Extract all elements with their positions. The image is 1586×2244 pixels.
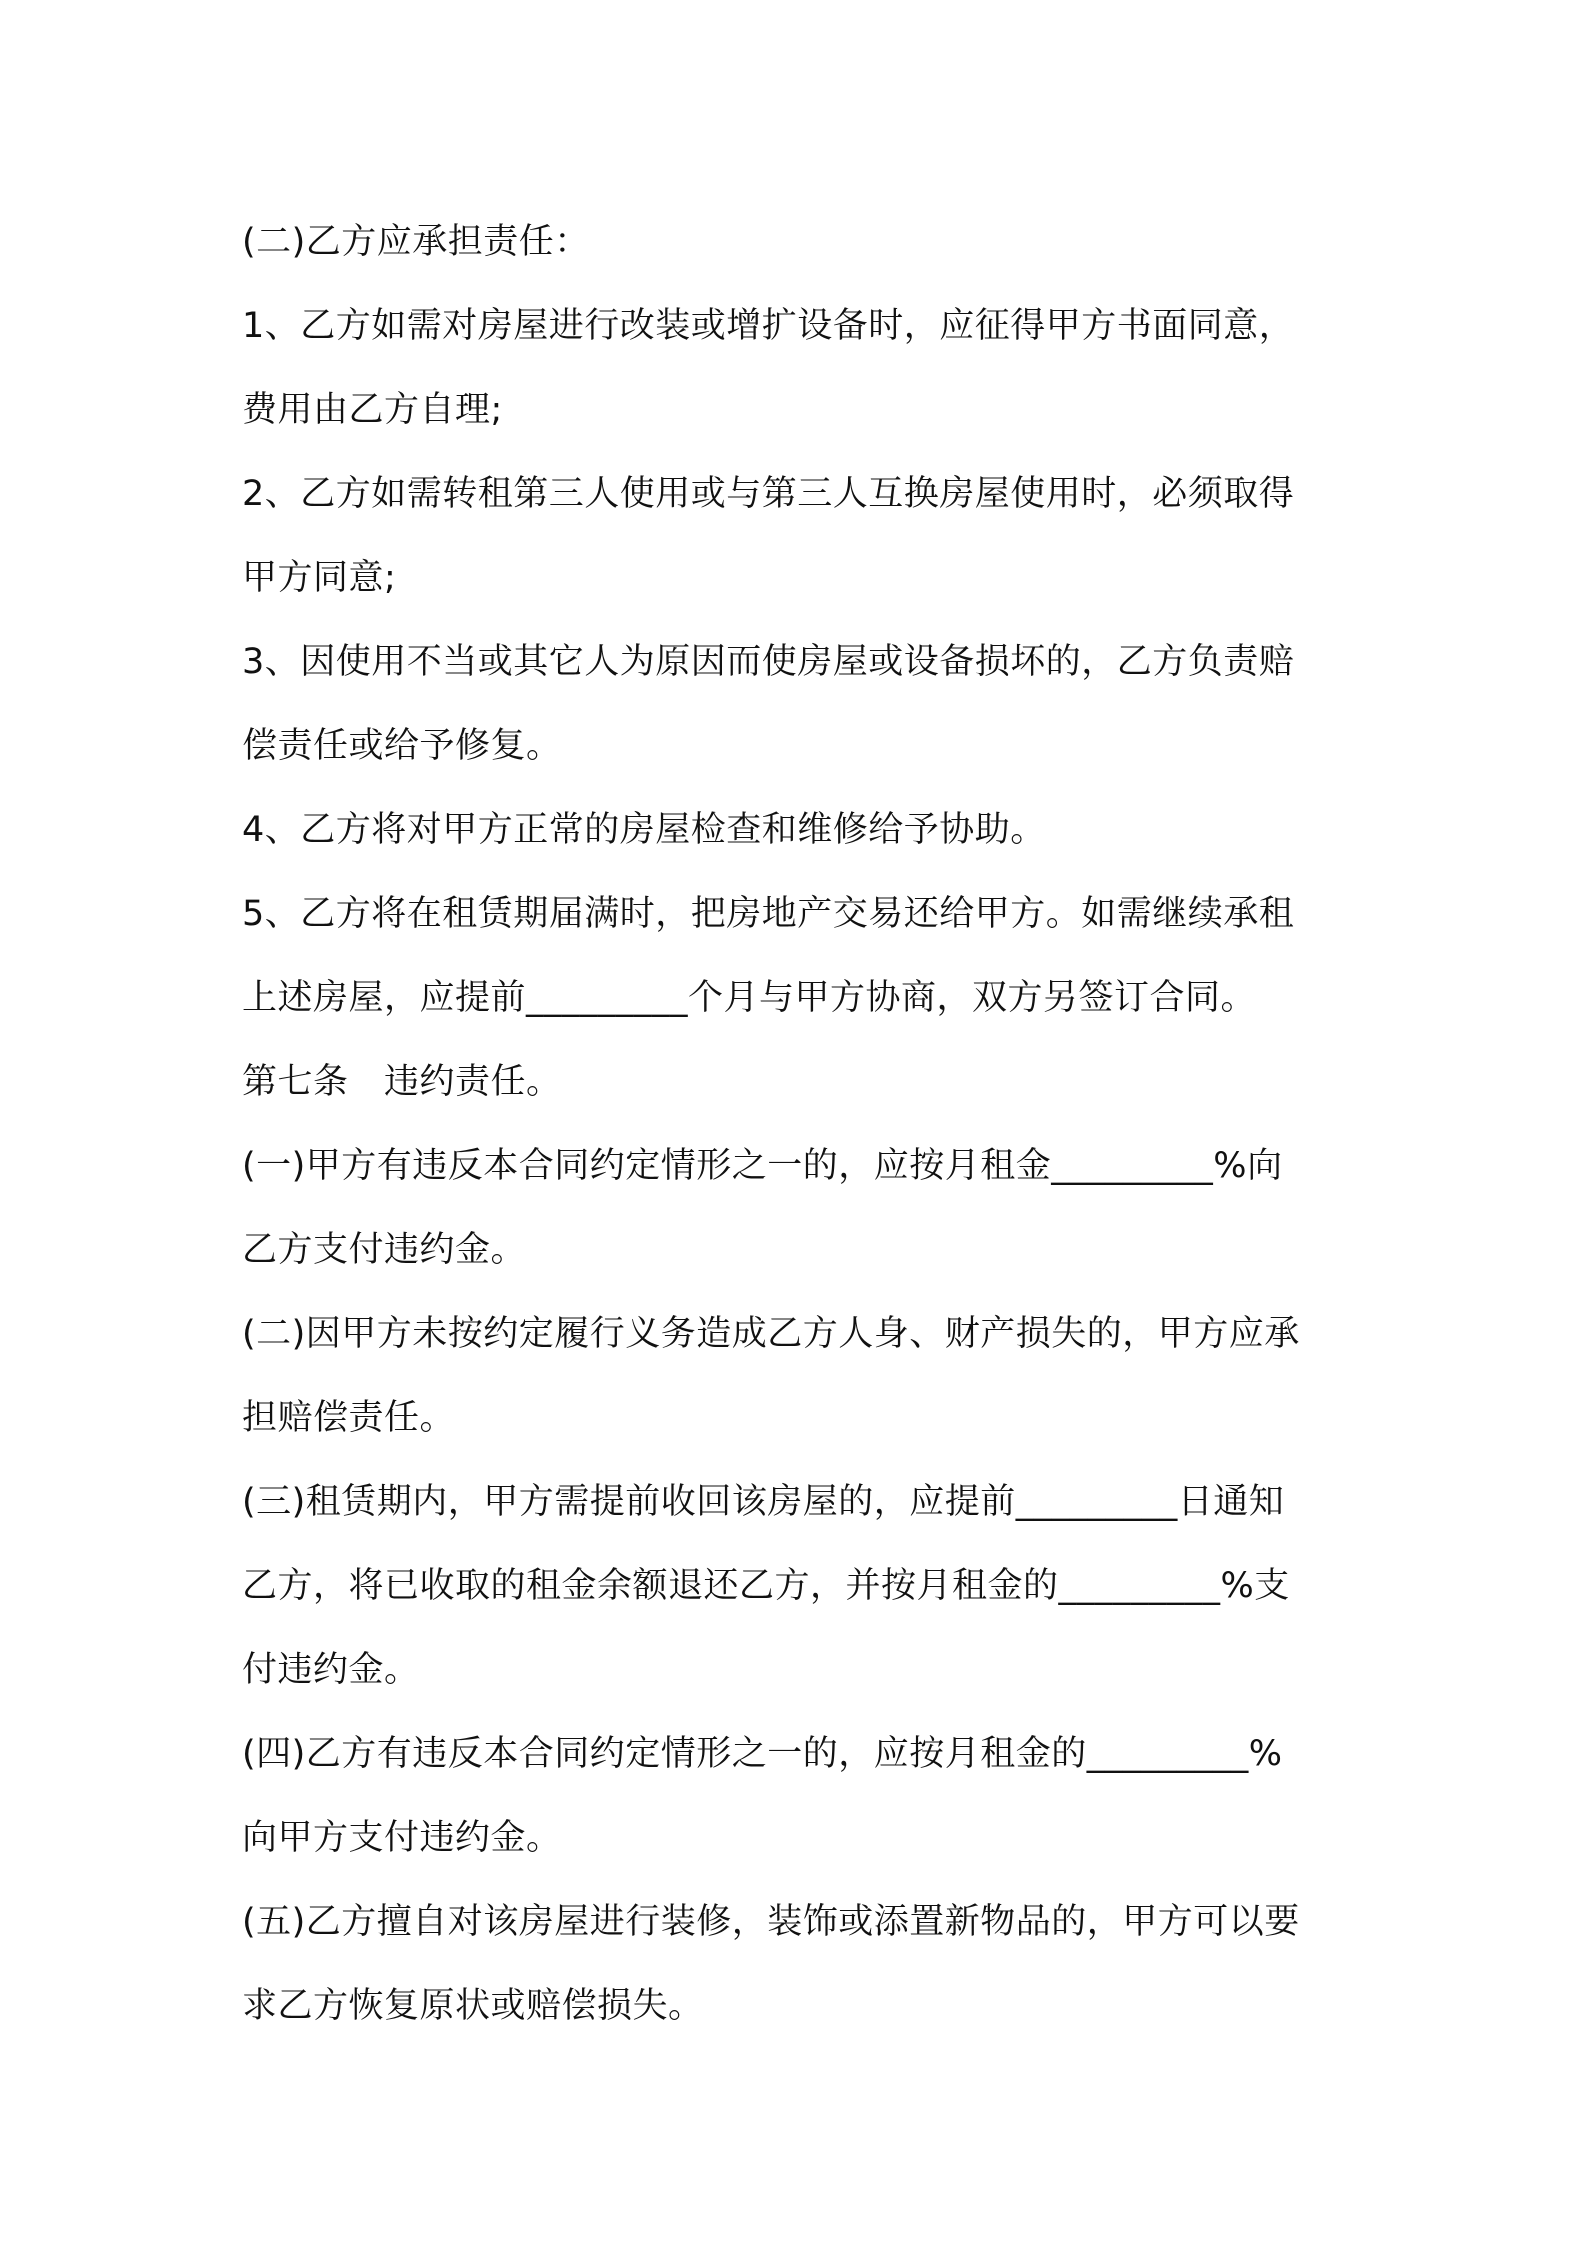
text-line: 乙方，将已收取的租金余额退还乙方，并按月租金的_________%支 xyxy=(242,1566,1290,1606)
text-line: 甲方同意; xyxy=(242,558,397,598)
text-line: (四)乙方有违反本合同约定情形之一的，应按月租金的_________% xyxy=(242,1734,1283,1774)
text-line: 上述房屋，应提前_________个月与甲方协商，双方另签订合同。 xyxy=(242,978,1257,1018)
document-body xyxy=(242,200,1362,2048)
text-line: 乙方支付违约金。 xyxy=(242,1230,527,1270)
text-line: 3、因使用不当或其它人为原因而使房屋或设备损坏的，乙方负责赔 xyxy=(242,642,1295,682)
text-line: 向甲方支付违约金。 xyxy=(242,1818,562,1858)
text-line: 担赔偿责任。 xyxy=(242,1398,456,1438)
text-line: 4、乙方将对甲方正常的房屋检查和维修给予协助。 xyxy=(242,810,1046,850)
text-line: 付违约金。 xyxy=(242,1650,420,1690)
text-line: (三)租赁期内，甲方需提前收回该房屋的，应提前_________日通知 xyxy=(242,1482,1285,1522)
text-line: 求乙方恢复原状或赔偿损失。 xyxy=(242,1986,704,2026)
text-line: (一)甲方有违反本合同约定情形之一的，应按月租金_________%向 xyxy=(242,1146,1283,1186)
text-line: (二)因甲方未按约定履行义务造成乙方人身、财产损失的，甲方应承 xyxy=(242,1314,1300,1354)
text-line: 偿责任或给予修复。 xyxy=(242,726,562,766)
text-line: 1、乙方如需对房屋进行改装或增扩设备时，应征得甲方书面同意， xyxy=(242,306,1295,346)
section-heading: 第七条 违约责任。 xyxy=(242,1062,562,1102)
text-line: 费用由乙方自理; xyxy=(242,390,503,430)
text-line: (二)乙方应承担责任： xyxy=(242,222,590,262)
text-line: (五)乙方擅自对该房屋进行装修，装饰或添置新物品的，甲方可以要 xyxy=(242,1902,1300,1942)
text-line: 2、乙方如需转租第三人使用或与第三人互换房屋使用时，必须取得 xyxy=(242,474,1295,514)
text-line: 5、乙方将在租赁期届满时，把房地产交易还给甲方。如需继续承租 xyxy=(242,894,1295,934)
